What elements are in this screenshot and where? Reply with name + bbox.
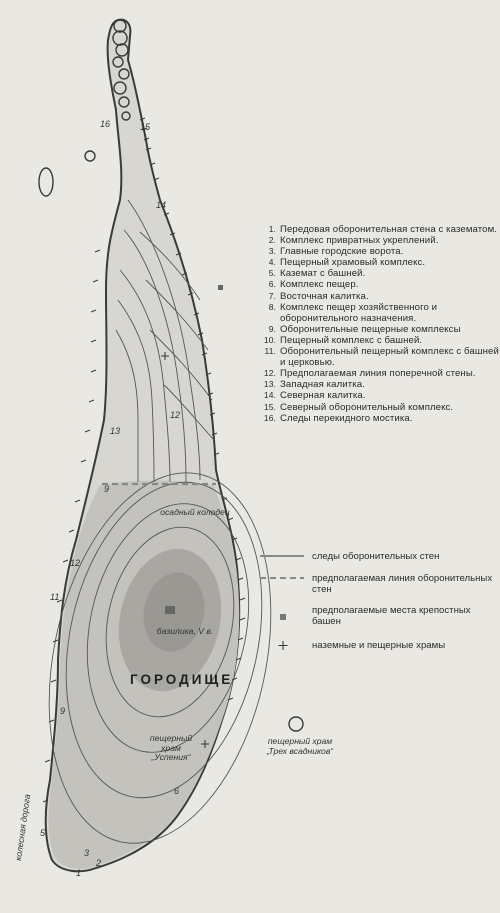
legend-item: 16. Следы перекидного мостика.	[263, 412, 413, 424]
map-number-6: 6	[174, 786, 180, 796]
legend-symbol-label: следы оборонительных стен	[312, 551, 440, 562]
map-number-2: 2	[96, 858, 102, 868]
legend-item: 12. Предполагаемая линия поперечной стены.	[263, 368, 476, 380]
cave-temple-uspenie-label: пещерный храм „Успения“	[149, 733, 193, 762]
legend-item: 5. Каземат с башней.	[268, 268, 366, 280]
legend-item: 1. Передовая оборонительная стена с казематом.	[268, 224, 498, 235]
map-number-9a: 9	[104, 484, 110, 494]
map-number-13: 13	[110, 426, 121, 436]
cave-temple-riders-label: пещерный храм „Трех всадников“	[266, 736, 334, 756]
legend-item: 13. Западная калитка.	[263, 379, 365, 391]
road-label: колесная дорога	[13, 793, 33, 862]
legend-item: 2. Комплекс привратных укреплений.	[268, 235, 439, 247]
legend-list	[259, 224, 499, 424]
legend-item: 10. Пещерный комплекс с башней.	[263, 334, 423, 346]
legend-symbol-label: предполагаемые места крепостных башен	[312, 605, 471, 627]
legend-item: 3. Главные городские ворота.	[268, 246, 404, 258]
legend-item: 6. Комплекс пещер.	[268, 279, 359, 291]
legend-item: 7. Восточная калитка.	[268, 290, 369, 302]
map-number-1: 1	[76, 868, 82, 878]
map-title: ГОРОДИЩЕ	[130, 672, 234, 687]
legend-symbol-label: предполагаемая линия оборонительных стен	[312, 573, 493, 595]
map-number-3: 3	[84, 848, 90, 858]
map-number-5: 5	[40, 828, 46, 838]
map-number-16: 16	[100, 119, 111, 129]
legend-item: 4. Пещерный храмовый комплекс.	[268, 257, 426, 269]
legend-item: 9. Оборонительные пещерные комплексы	[268, 323, 461, 335]
legend-item: 8. Комплекс пещер хозяйственного и оборонительного назначения.	[268, 301, 438, 324]
legend-item: 15. Северный оборонительный комплекс.	[263, 401, 454, 413]
map-number-10: 11	[50, 592, 60, 602]
legend-item: 11. Оборонительный пещерный комплекс с башней и церковью.	[264, 346, 499, 369]
map-number-14: 14	[156, 200, 167, 210]
map-number-15: 15	[140, 122, 151, 132]
legend-symbol-label: наземные и пещерные храмы	[312, 640, 446, 651]
map-number-12: 12	[170, 410, 181, 420]
map-number-9b: 9	[60, 706, 66, 716]
legend-item: 14. Северная калитка.	[263, 390, 366, 402]
siege-well-label: осадный колодец	[160, 507, 230, 517]
legend-square-mark	[280, 614, 286, 620]
basilica-label: базилика, V в.	[156, 626, 214, 636]
legend-cross-mark	[279, 641, 288, 650]
map-number-11: 12	[70, 558, 81, 568]
